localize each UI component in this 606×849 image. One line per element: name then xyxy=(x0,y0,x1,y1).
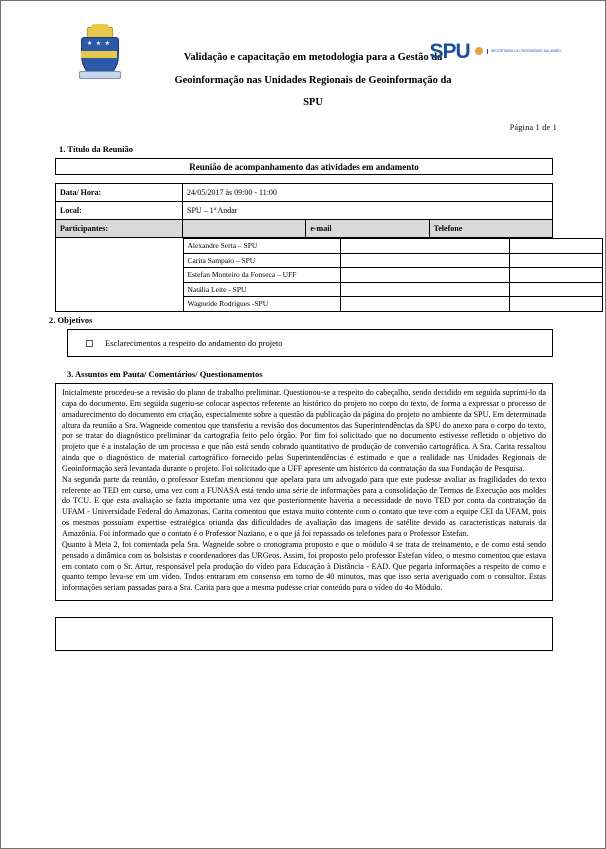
column-header-telefone: Telefone xyxy=(429,220,552,238)
participant-phone xyxy=(509,297,602,312)
participant-email xyxy=(340,268,509,283)
participant-email xyxy=(340,282,509,297)
table-row xyxy=(56,184,553,202)
page-title-line-1: Validação e capacitação em metodologia para a Gestão da xyxy=(183,52,443,63)
participant-email xyxy=(340,253,509,268)
objectives-box xyxy=(67,329,553,357)
participant-email xyxy=(340,239,509,254)
column-header-name xyxy=(183,220,306,238)
table-row xyxy=(183,239,602,254)
meeting-title-box: Reunião de acompanhamento das atividades em andamento xyxy=(55,158,553,175)
participant-name: Alexandre Serta – SPU xyxy=(183,239,340,254)
objective-item: Esclarecimentos a respeito do andamento do projeto xyxy=(105,338,283,348)
participants-row xyxy=(56,238,553,312)
participants-label: Participantes: xyxy=(56,220,183,238)
page-title-line-3: SPU xyxy=(303,97,323,109)
document-header xyxy=(41,19,567,119)
participants-spacer xyxy=(56,238,183,312)
participant-phone xyxy=(509,253,602,268)
agenda-paragraph: Quanto à Meta 2, foi comentada pela Sra. Wagneide sobre o cronograma proposto e que o módulo 4 se trata de treinamento, e de como está sendo pensado a dinâmica com os bolsistas e coordenadores das URGeos. Assim, foi proposto pelo professor Estefan vídeo, o mesmo comentou que estava em contato com o Sr. Artur, responsável pela produção do vídeo para Educação à Distância - EAD. Que pegaria informações a respeito de como e quanto tempo leva-se em um vídeo. Todos entraram em consenso em torno de 40 minutos, mas que isso seria averiguado com o consultor. Estas informações seriam passadas para a Sra. Carita para que a mesma pudesse criar conteúdo para o vídeo do 4o Módulo. xyxy=(62,539,546,593)
agenda-text-box xyxy=(55,383,553,601)
participant-name: Natália Leite - SPU xyxy=(183,282,340,297)
participant-phone xyxy=(509,239,602,254)
table-row xyxy=(56,220,553,238)
participant-name: Carita Sampaio – SPU xyxy=(183,253,340,268)
spu-logo xyxy=(430,41,561,62)
field-label-data-hora: Data/ Hora: xyxy=(56,184,183,202)
participant-phone xyxy=(509,282,602,297)
meeting-info-table xyxy=(55,183,553,312)
page-title-line-2: Geoinformação nas Unidades Regionais de Geoinformação da xyxy=(174,74,452,86)
field-value-local: SPU – 1ª Andar xyxy=(183,202,553,220)
participant-email xyxy=(340,297,509,312)
spu-logo-dot-icon xyxy=(474,47,483,57)
table-row xyxy=(183,282,602,297)
square-bullet-icon xyxy=(86,340,93,347)
participant-name: Wagneide Rodrigues -SPU xyxy=(183,297,340,312)
table-row xyxy=(183,253,602,268)
section-3-heading: 3. Assuntos em Pauta/ Comentários/ Questionamentos xyxy=(67,369,263,379)
column-header-email: e-mail xyxy=(306,220,429,238)
table-row xyxy=(183,268,602,283)
participants-table xyxy=(183,238,603,312)
section-1-heading: 1. Título da Reunião xyxy=(59,144,134,154)
agenda-paragraph: Inicialmente procedeu-se a revisão do plano de trabalho preliminar. Questionou-se a respeito do cabeçalho, sendo decidido em seguida suprimi-lo da capa do documento. Em seguida sugeriu-se colocar aspectos referente ao histórico do projeto no corpo do texto, de forma a expressar o processo de amadurecimento do documento em criação, especialmente sobre a questão da publicação da página do projeto no ambiente da SPU. Em determinada altura da reunião a Sra. Wagneide comentou que transferiu a revisão dos documentos das Superintendências da SPU do anexo para o corpo do texto, por se tratar do diagnóstico preliminar da cartografia feito pelo órgão. Por fim foi solicitado que no documento estivesse refletido o objetivo do projeto que é a instalação de um processo e que não está sendo cobrado quantitativo de produção de conversão cartográfica. A Sra. Carita ressaltou ainda que o diagnóstico de material cartográfico fornecido pelas Superintendências é estimado e que a realidade nas Unidades Regionais de Geoinformação será levantada durante o projeto. Foi solicitado que a UFF apresente um histórico da contratação da sua Fundação de Pesquisa. xyxy=(62,388,546,473)
page-number: Página 1 de 1 xyxy=(509,123,557,132)
agenda-paragraph: Na segunda parte da reunião, o professor Estefan mencionou que apelara para um advogado para que este pudesse avaliar as fragilidades do texto referente ao TED em curso, uma vez com a FUNASA está tendo uma série de informações para a consolidação de Termos de Execução aos moldes do TCU. E que esta avaliação se fazia importante uma vez que posteriormente haveria a necessidade de novo TED por conta da contratação da UFAM - Universidade Federal do Amazonas. Carita comentou que estava muito contente com o contato que teve com a equipe CEI da UFAM, pois os mesmos possuíam expertise estratégica oriunda das dificuldades de avaliação das imagens de satélite devido as características naturais da Amazônia. Foi informado que o contato é o Professor Naziano, e o que já foi repassado os telefones para o Professor Estefan. xyxy=(62,474,546,538)
section-2-heading: 2. Objetivos xyxy=(49,315,93,325)
brasao-republica-federativa-do-brasil-icon: ★ ★ ★ xyxy=(79,27,119,81)
field-value-data-hora: 24/05/2017 às 09:00 - 11:00 xyxy=(183,184,553,202)
spu-logo-text: SPU xyxy=(429,40,470,63)
participant-name: Estefan Monteiro da Fonseca – UFF xyxy=(183,268,340,283)
table-row xyxy=(56,202,553,220)
field-label-local: Local: xyxy=(56,202,183,220)
footer-note-box xyxy=(55,617,553,651)
table-row xyxy=(183,297,602,312)
participants-cell xyxy=(183,238,553,312)
participant-phone xyxy=(509,268,602,283)
spu-logo-subtitle: SECRETARIA DO PATRIMÔNIO DA UNIÃO xyxy=(487,49,561,54)
page-content xyxy=(41,19,567,651)
